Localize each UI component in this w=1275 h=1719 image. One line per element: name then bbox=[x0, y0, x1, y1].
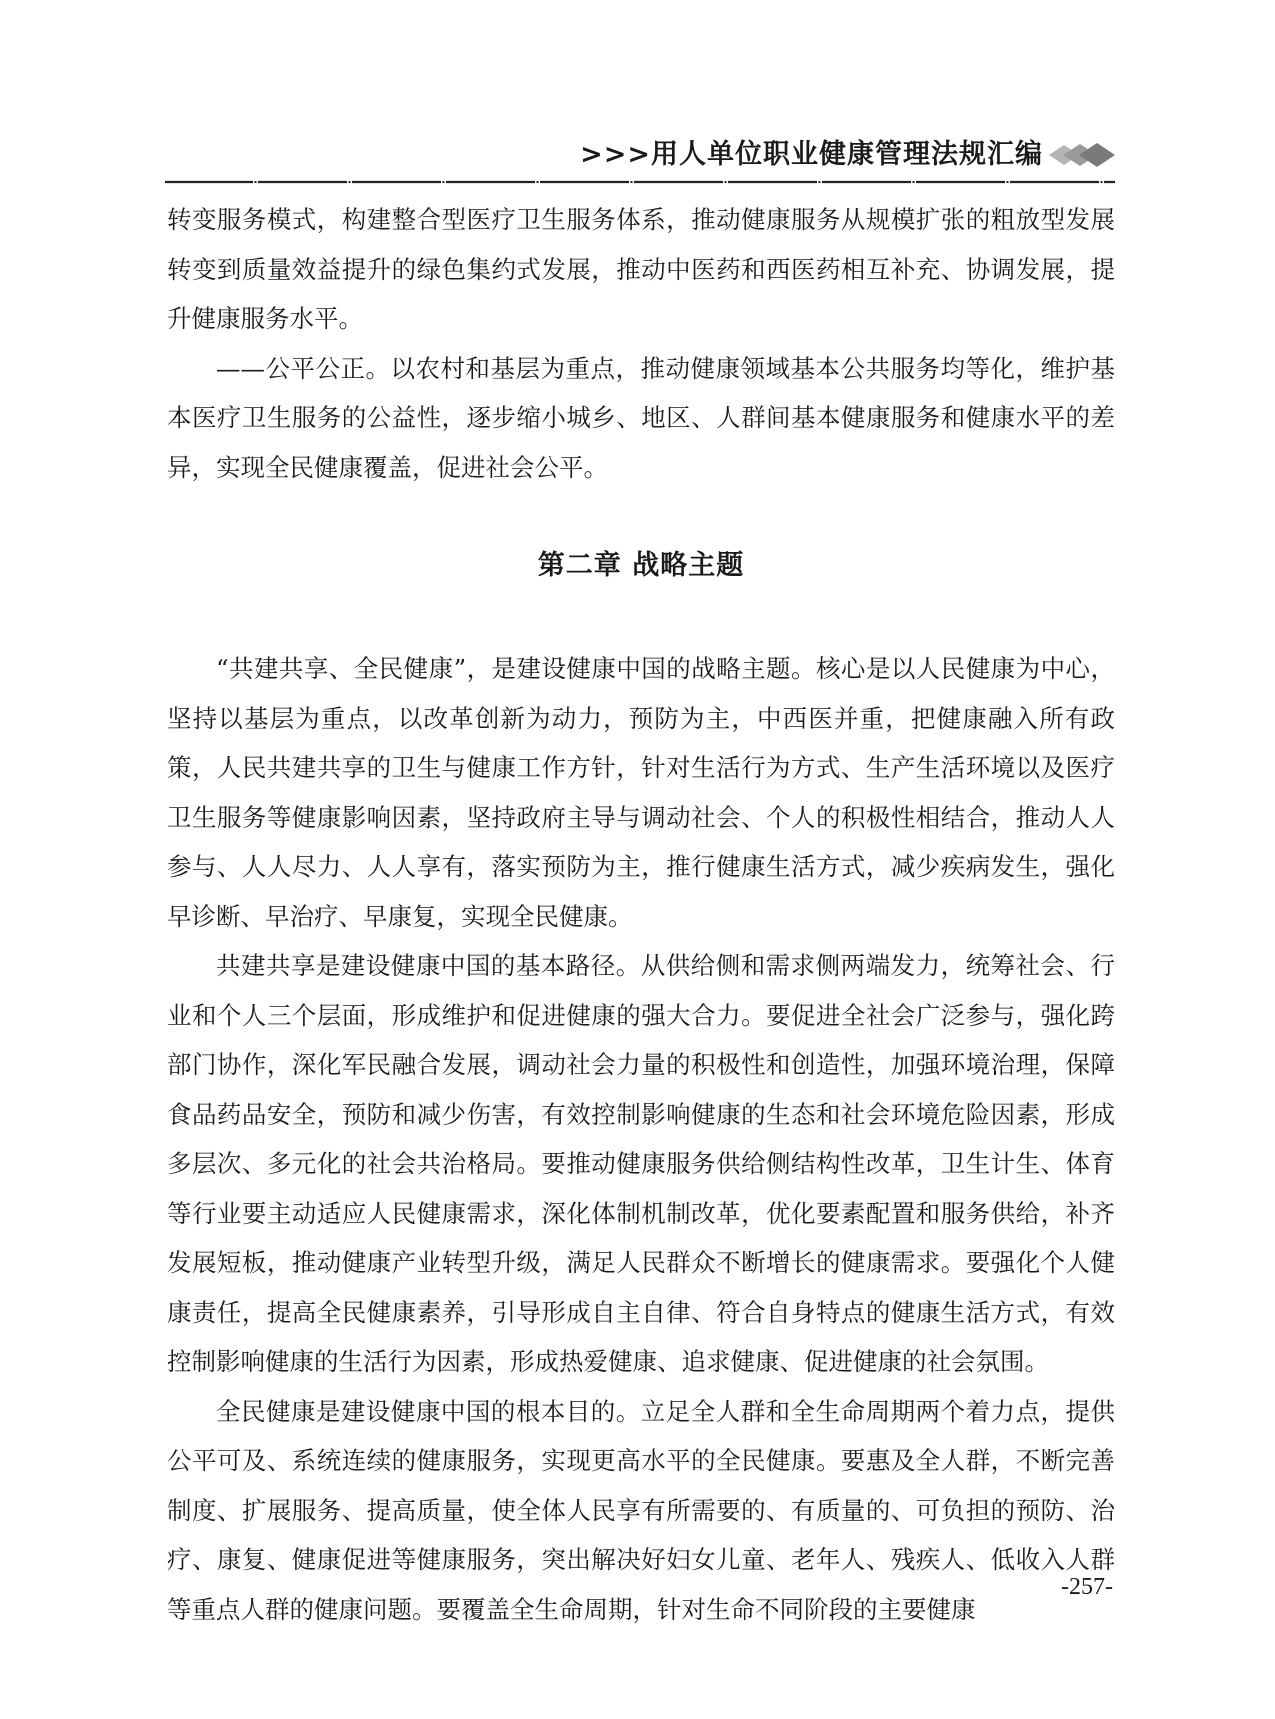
diamond-ornament-icon bbox=[1047, 140, 1115, 170]
chapter-title: 第二章 战略主题 bbox=[537, 550, 745, 581]
running-header bbox=[165, 133, 1115, 177]
page-body bbox=[167, 195, 1115, 1634]
paragraph-fairness: ——公平公正。以农村和基层为重点，推动健康领域基本公共服务均等化，维护基本医疗卫生服务的公益性，逐步缩小城乡、地区、人群间基本健康服务和健康水平的差异，实现全民健康覆盖，促进社会公平。 bbox=[167, 353, 1115, 482]
paragraph-continued: 转变服务模式，构建整合型医疗卫生服务体系，推动健康服务从规模扩张的粗放型发展转变到质量效益提升的绿色集约式发展，推动中医药和西医药相互补充、协调发展，提升健康服务水平。 bbox=[167, 205, 1115, 333]
header-rule bbox=[165, 179, 1115, 185]
paragraph-shared-building: 共建共享是建设健康中国的基本路径。从供给侧和需求侧两端发力，统筹社会、行业和个人三个层面，形成维护和促进健康的强大合力。要促进全社会广泛参与，强化跨部门协作，深化军民融合发展，调动社会力量的积极性和创造性，加强环境治理，保障食品药品安全，预防和减少伤害，有效控制影响健康的生态和社会环境危险因素，形成多层次、多元化的社会共治格局。要推动健康服务供给侧结构性改革，卫生计生、体育等行业要主动适应人民健康需求，深化体制机制改革，优化要素配置和服务供给，补齐发展短板，推动健康产业转型升级，满足人民群众不断增长的健康需求。要强化个人健康责任，提高全民健康素养，引导形成自主自律、符合自身特点的健康生活方式，有效控制影响健康的生活行为因素，形成热爱健康、追求健康、促进健康的社会氛围。 bbox=[167, 951, 1115, 1376]
page-number: -257- bbox=[1061, 1574, 1113, 1600]
running-header-title: >>>用人单位职业健康管理法规汇编 bbox=[580, 139, 1043, 170]
paragraph-national-health: 全民健康是建设健康中国的根本目的。立足全人群和全生命周期两个着力点，提供公平可及、系统连续的健康服务，实现更高水平的全民健康。要惠及全人群，不断完善制度、扩展服务、提高质量，使全体人民享有所需要的、有质量的、可负担的预防、治疗、康复、健康促进等健康服务，突出解决好妇女儿童、老年人、残疾人、低收入人群等重点人群的健康问题。要覆盖全生命周期，针对生命不同阶段的主要健康 bbox=[167, 1396, 1115, 1624]
paragraph-strategic-theme: “共建共享、全民健康”，是建设健康中国的战略主题。核心是以人民健康为中心，坚持以基层为重点，以改革创新为动力，预防为主，中西医并重，把健康融入所有政策，人民共建共享的卫生与健康工作方针，针对生活行为方式、生产生活环境以及医疗卫生服务等健康影响因素，坚持政府主导与调动社会、个人的积极性相结合，推动人人参与、人人尽力、人人享有，落实预防为主，推行健康生活方式，减少疾病发生，强化早诊断、早治疗、早康复，实现全民健康。 bbox=[167, 654, 1115, 931]
